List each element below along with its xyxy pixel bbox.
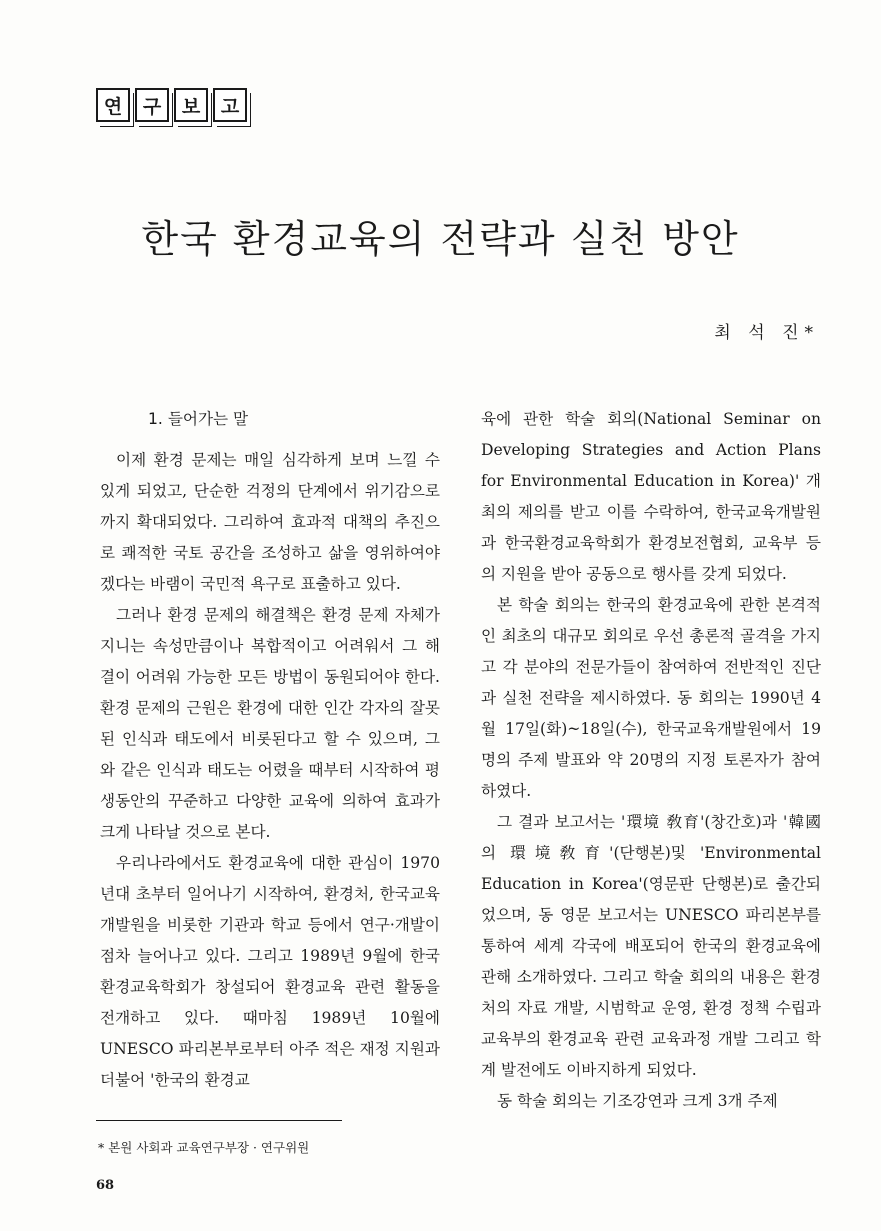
footnote-divider (96, 1120, 342, 1121)
section-label-char: 보 (174, 88, 208, 122)
paper-title: 한국 환경교육의 전략과 실천 방안 (141, 217, 740, 261)
right-column (481, 404, 821, 1117)
paragraph: 그 결과 보고서는 '環境 敎育'(창간호)과 '韓國의 環境敎育'(단행본)및 'Environmental Education in Korea'(영문판 단행본)로 출간되었으며, 동 영문 보고서는 UNESCO 파리본부를 통하여 세계 각국에 배포되어 한국의 환경교육에 관해 소개하였다. 그리고 학술 회의의 내용은 환경처의 자료 개발, 시범학교 운영, 환경 정책 수립과 교육부의 환경교육 관련 교육과정 개발 그리고 학계 발전에도 이바지하게 되었다. (481, 813, 821, 1079)
section-label-char: 연 (96, 88, 130, 122)
paragraph: 그러나 환경 문제의 해결책은 환경 문제 자체가 지니는 속성만큼이나 복합적이고 어려워서 그 해결이 어려워 가능한 모든 방법이 동원되어야 한다. 환경 문제의 근원은 환경에 대한 인간 각자의 잘못된 인식과 태도에서 비롯된다고 할 수 있으며, 그와 같은 인식과 태도는 어렸을 때부터 시작하여 평생동안의 꾸준하고 다양한 교육에 의하여 효과가 크게 나타날 것으로 본다. (100, 606, 440, 841)
section-label-char: 구 (135, 88, 169, 122)
section-label (96, 88, 252, 122)
paragraph: 동 학술 회의는 기조강연과 크게 3개 주제 (497, 1092, 778, 1110)
section-heading: 1. 들어가는 말 (148, 410, 249, 428)
paragraph: 이제 환경 문제는 매일 심각하게 보며 느낄 수 있게 되었고, 단순한 걱정의 단계에서 위기감으로까지 확대되었다. 그리하여 효과적 대책의 추진으로 쾌적한 국토 공간을 조성하고 삶을 영위하여야겠다는 바램이 국민적 욕구로 표출하고 있다. (100, 451, 440, 593)
left-column (100, 404, 440, 1096)
page-number: 68 (96, 1178, 115, 1193)
paragraph: 육에 관한 학술 회의(National Seminar on Developing Strategies and Action Plans for Environmental Education in Korea)' 개최의 제의를 받고 이를 수락하여, 한국교육개발원과 한국환경교육학회가 환경보전협회, 교육부 등의 지원을 받아 공동으로 행사를 갖게 되었다. (481, 410, 821, 583)
section-label-char: 고 (213, 88, 247, 122)
footnote: * 본원 사회과 교육연구부장 · 연구위원 (98, 1140, 310, 1155)
author-name: 최 석 진* (714, 323, 819, 343)
paragraph: 우리나라에서도 환경교육에 대한 관심이 1970년대 초부터 일어나기 시작하여, 환경처, 한국교육개발원을 비롯한 기관과 학교 등에서 연구·개발이 점차 늘어나고 있다. 그리고 1989년 9월에 한국환경교육학회가 창설되어 환경교육 관련 활동을 전개하고 있다. 때마침 1989년 10월에 UNESCO 파리본부로부터 아주 적은 재정 지원과 더불어 '한국의 환경교 (100, 854, 440, 1089)
paragraph: 본 학술 회의는 한국의 환경교육에 관한 본격적인 최초의 대규모 회의로 우선 총론적 골격을 가지고 각 분야의 전문가들이 참여하여 전반적인 진단과 실천 전략을 제시하였다. 동 회의는 1990년 4월 17일(화)~18일(수), 한국교육개발원에서 19명의 주제 발표와 약 20명의 지정 토론자가 참여하였다. (481, 596, 821, 800)
